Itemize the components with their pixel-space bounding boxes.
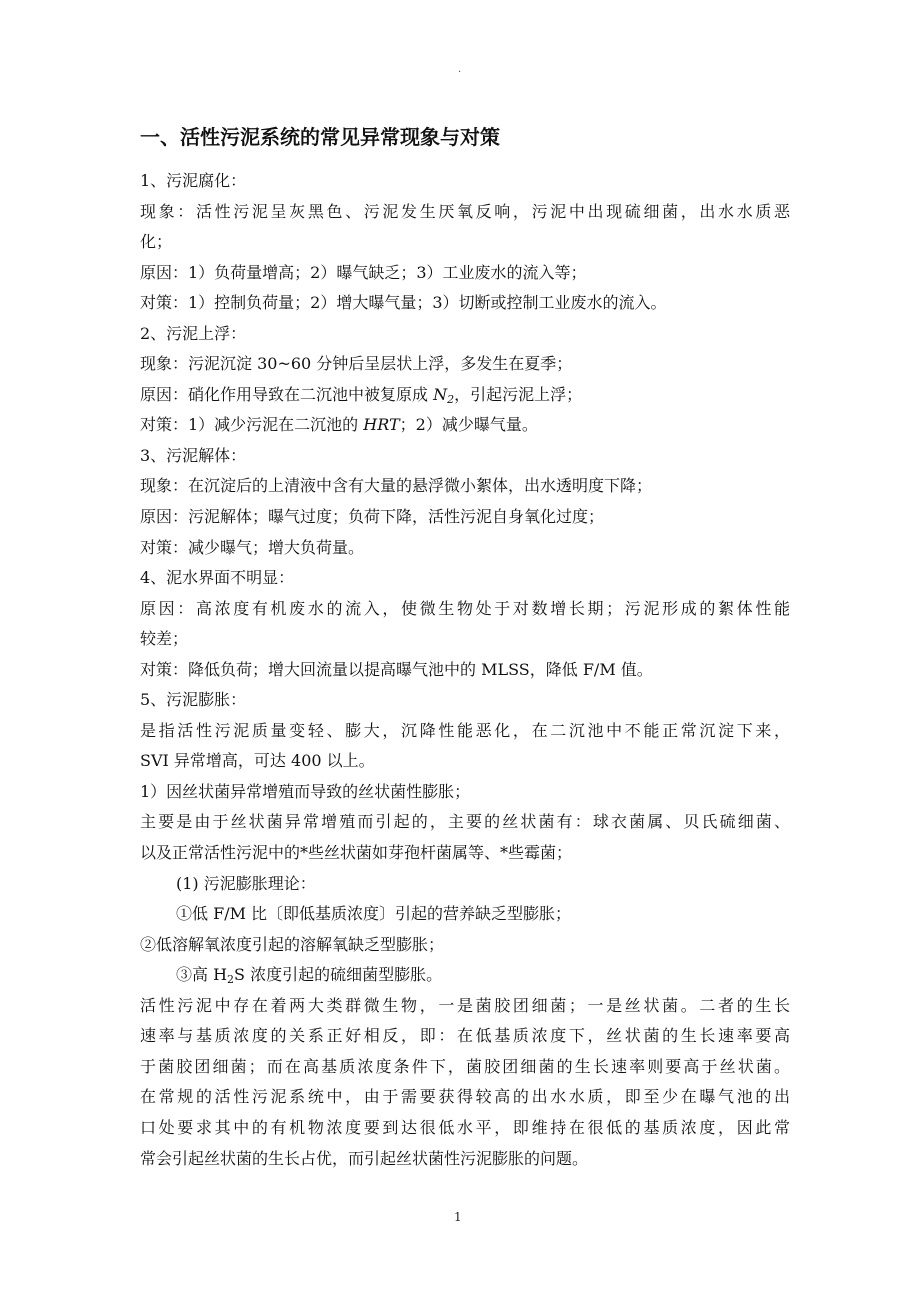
paragraph-line: 在常规的活性污泥系统中，由于需要获得较高的出水水质，即至少在曝气池的出 xyxy=(140,1087,790,1107)
paragraph-line: 于菌胶团细菌；而在高基质浓度条件下，菌胶团细菌的生长速率则要高于丝状菌。 xyxy=(140,1056,790,1076)
paragraph-line: 常会引起丝状菌的生长占优，而引起丝状菌性污泥膨胀的问题。 xyxy=(140,1148,589,1168)
page-title: 一、活性污泥系统的常见异常现象与对策 xyxy=(140,125,500,149)
paragraph-line: 口处要求其中的有机物浓度要到达很低水平，即维持在很低的基质浓度，因此常 xyxy=(140,1117,790,1137)
section-2-cause xyxy=(140,380,790,411)
nitrogen-subscript: 2 xyxy=(447,392,455,406)
section-1-phenomenon: 现象：活性污泥呈灰黑色、污泥发生厌氧反响，污泥中出现硫细菌，出水水质恶 xyxy=(140,201,790,221)
section-4-heading: 4、泥水界面不明显： xyxy=(140,568,295,588)
section-2-measure xyxy=(140,410,790,441)
header-mark: . xyxy=(458,64,462,75)
section-3-cause: 原因：污泥解体；曝气过度；负荷下降，活性污泥自身氧化过度； xyxy=(140,507,605,527)
section-2-cause-text: 原因：硝化作用导致在二沉池中被复原成 xyxy=(140,384,434,404)
theory-item-1: ①低 F/M 比〔即低基质浓度〕引起的营养缺乏型膨胀； xyxy=(176,904,572,924)
section-2-phenomenon: 现象：污泥沉淀 30~60 分钟后呈层状上浮，多发生在夏季； xyxy=(140,354,573,374)
theory-item-2: ②低溶解氧浓度引起的溶解氧缺乏型膨胀； xyxy=(140,934,445,954)
section-2-heading: 2、污泥上浮： xyxy=(140,323,247,343)
section-5-definition: 是指活性污泥质量变轻、膨大，沉降性能恶化，在二沉池中不能正常沉淀下来， xyxy=(140,720,790,740)
section-4-measure: 对策：降低负荷；增大回流量以提高曝气池中的 MLSS，降低 F/M 值。 xyxy=(140,659,653,679)
section-2-measure-text-end: ；2）减少曝气量。 xyxy=(399,415,538,435)
theory-item-3 xyxy=(140,960,790,991)
document-body xyxy=(140,166,790,1174)
section-4-cause-cont: 较差； xyxy=(140,629,189,649)
section-5-main: 主要是由于丝状菌异常增殖而引起的，主要的丝状菌有：球衣菌属、贝氏硫细菌、 xyxy=(140,812,790,832)
section-1-cause: 原因：1）负荷量增高；2）曝气缺乏；3）工业废水的流入等； xyxy=(140,262,587,282)
section-1-phenomenon-cont: 化； xyxy=(140,232,173,252)
section-5-definition-cont: SVI 异常增高，可达 400 以上。 xyxy=(140,751,375,771)
section-2-measure-text: 对策：1）减少污泥在二沉池的 xyxy=(140,415,364,435)
section-5-subheading: 1）因丝状菌异常增殖而导致的丝状菌性膨胀； xyxy=(140,781,471,801)
hrt-term: HRT xyxy=(363,415,400,435)
section-5-main-cont: 以及正常活性污泥中的*些丝状菌如芽孢杆菌属等、*些霉菌； xyxy=(140,843,573,863)
section-5-heading: 5、污泥膨胀： xyxy=(140,690,247,710)
section-1-heading: 1、污泥腐化： xyxy=(140,171,247,190)
page-number: 1 xyxy=(454,1210,462,1224)
section-3-measure: 对策：减少曝气；增大负荷量。 xyxy=(140,537,365,557)
section-1-measure: 对策：1）控制负荷量；2）增大曝气量；3）切断或控制工业废水的流入。 xyxy=(140,293,667,313)
section-2-cause-text-end: ，引起污泥上浮； xyxy=(454,384,583,404)
paragraph-line: 速率与基质浓度的关系正好相反，即：在低基质浓度下，丝状菌的生长速率要高 xyxy=(140,1026,790,1046)
section-4-cause: 原因：高浓度有机废水的流入，使微生物处于对数增长期；污泥形成的絮体性能 xyxy=(140,598,790,618)
theory-item-3-text: ③高 H xyxy=(176,965,228,985)
theory-heading: (1) 污泥膨胀理论： xyxy=(176,873,316,893)
theory-item-3-text-end: S 浓度引起的硫细菌型膨胀。 xyxy=(234,965,443,985)
section-3-heading: 3、污泥解体： xyxy=(140,445,247,465)
h2s-subscript: 2 xyxy=(227,973,235,987)
nitrogen-formula: N xyxy=(433,384,448,404)
section-3-phenomenon: 现象：在沉淀后的上清液中含有大量的悬浮微小絮体，出水透明度下降； xyxy=(140,476,653,496)
paragraph-line: 活性污泥中存在着两大类群微生物，一是菌胶团细菌；一是丝状菌。二者的生长 xyxy=(140,995,790,1015)
